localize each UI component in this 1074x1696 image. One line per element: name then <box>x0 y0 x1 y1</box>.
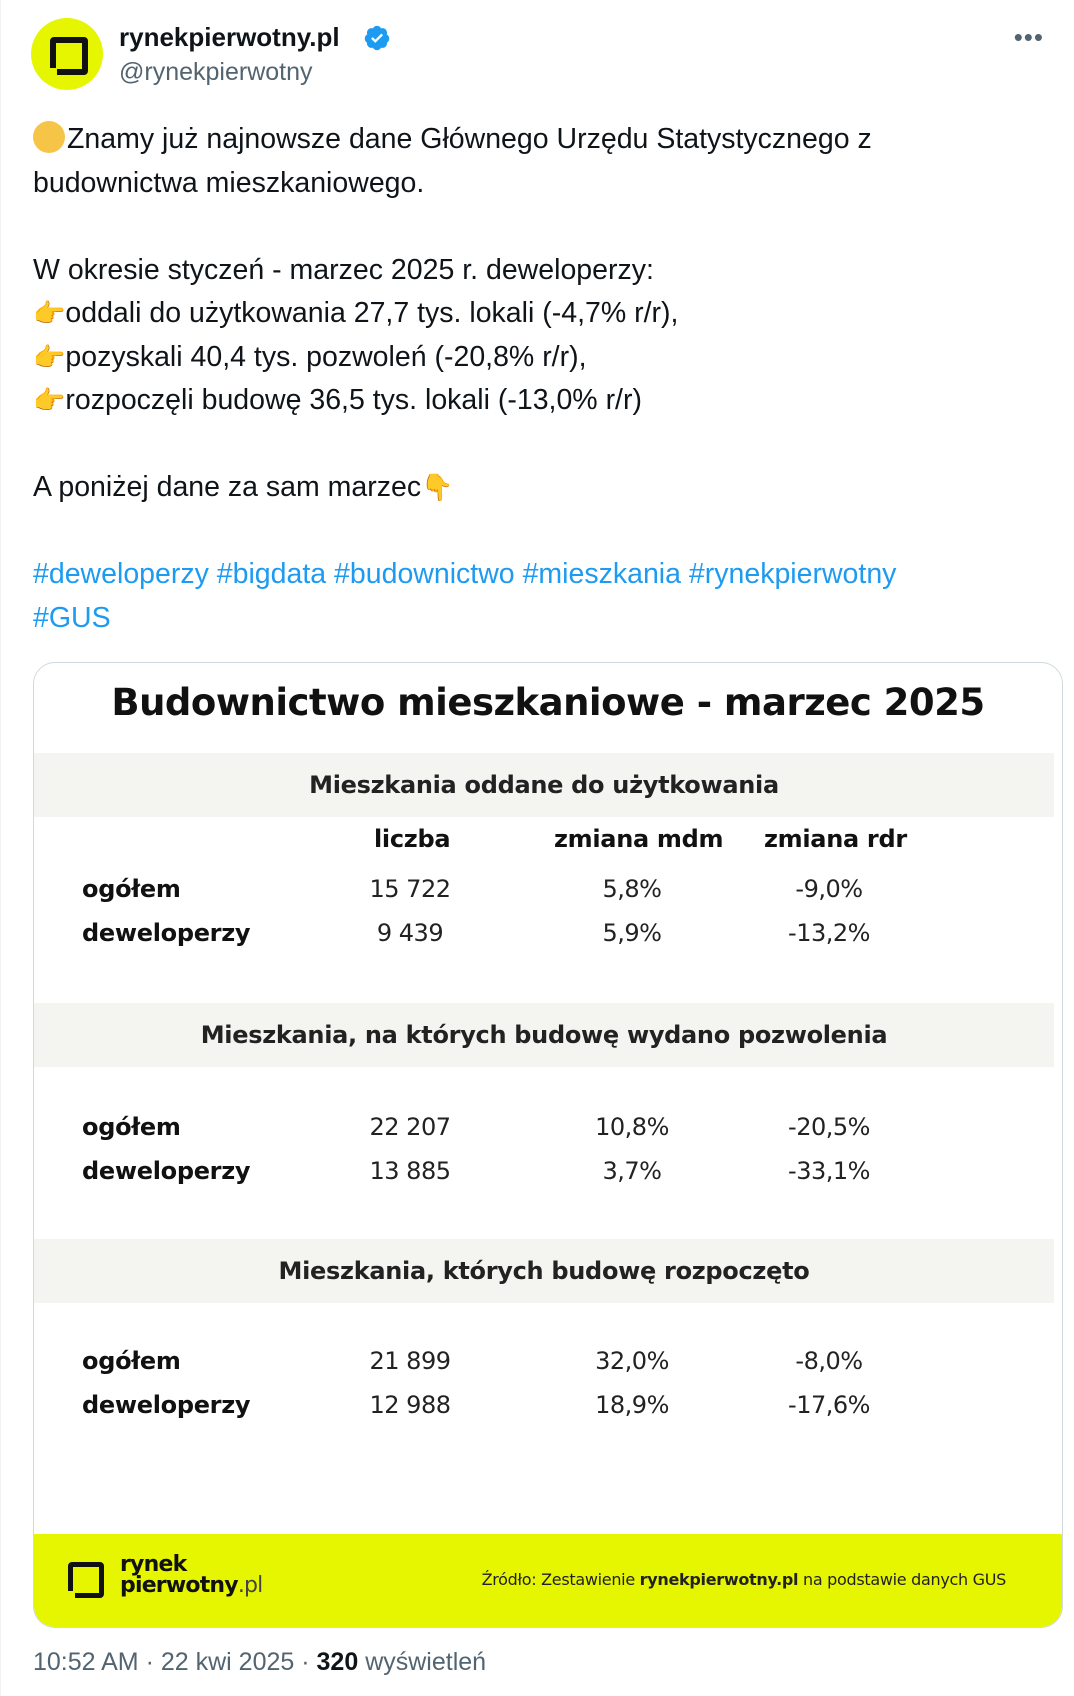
verified-badge-icon[interactable] <box>363 24 391 52</box>
footer-brand-line1: rynek <box>120 1552 187 1577</box>
source-suffix: na podstawie danych GUS <box>798 1570 1006 1589</box>
infographic-footer <box>34 1534 1062 1627</box>
views-label: wyświetleń <box>365 1648 487 1676</box>
column-header-liczba: liczba <box>374 825 451 853</box>
infographic-title: Budownictwo mieszkaniowe - marzec 2025 <box>111 681 985 724</box>
tweet-date[interactable]: 22 kwi 2025 <box>160 1648 295 1676</box>
tweet-meta: 10:52 AM · 22 kwi 2025 · 320 wyświetleń <box>33 1648 487 1676</box>
tweet-line: Znamy już najnowsze dane Głównego Urzędu Statystycznego z <box>67 123 872 155</box>
tweet-bullet: oddali do użytkowania 27,7 tys. lokali (-4,7% r/r), <box>65 297 679 329</box>
account-handle[interactable]: @rynekpierwotny <box>119 58 313 86</box>
row-label: deweloperzy <box>82 1157 251 1185</box>
cell-rdr: -20,5% <box>788 1113 870 1141</box>
tweet-line: budownictwa mieszkaniowego. <box>33 166 425 199</box>
display-name[interactable]: rynekpierwotny.pl <box>119 22 340 52</box>
tweet-text <box>33 118 1043 640</box>
cell-mdm: 3,7% <box>602 1157 662 1185</box>
cell-liczba: 13 885 <box>369 1157 451 1185</box>
tweet-line: A poniżej dane za sam marzec <box>33 471 422 503</box>
footer-source <box>482 1570 1006 1589</box>
cell-mdm: 18,9% <box>595 1391 669 1419</box>
footer-brand <box>120 1554 263 1596</box>
source-prefix: Źródło: Zestawienie <box>481 1570 640 1589</box>
brand-logo-icon <box>50 37 88 75</box>
cell-liczba: 9 439 <box>376 919 444 947</box>
tweet-time[interactable]: 10:52 AM <box>33 1648 139 1676</box>
tweet-bullet: rozpoczęli budowę 36,5 tys. lokali (-13,0% r/r) <box>65 384 642 416</box>
footer-brand-line2: pierwotny <box>120 1573 238 1598</box>
cell-rdr: -8,0% <box>795 1347 863 1375</box>
hashtags[interactable]: #deweloperzy #bigdata #budownictwo #mieszkania #rynekpierwotny <box>33 558 897 590</box>
row-label: ogółem <box>82 875 181 903</box>
row-label: deweloperzy <box>82 919 251 947</box>
brand-logo-icon <box>68 1562 104 1598</box>
hashtag-gus[interactable]: #GUS <box>33 601 111 634</box>
section-heading: Mieszkania, na których budowę wydano pozwolenia <box>34 1003 1054 1067</box>
cell-liczba: 12 988 <box>369 1391 451 1419</box>
yellow-circle-icon <box>33 121 65 153</box>
avatar[interactable] <box>31 18 103 90</box>
pointing-down-icon: 👇 <box>421 472 454 502</box>
cell-mdm: 5,8% <box>602 875 662 903</box>
column-header-mdm: zmiana mdm <box>554 825 724 853</box>
cell-rdr: -13,2% <box>788 919 870 947</box>
more-options-icon[interactable]: ••• <box>1013 22 1044 52</box>
views-count: 320 <box>316 1648 359 1676</box>
cell-liczba: 22 207 <box>369 1113 451 1141</box>
tweet-bullet: pozyskali 40,4 tys. pozwoleń (-20,8% r/r), <box>65 340 587 373</box>
infographic-image[interactable] <box>33 662 1063 1628</box>
section-heading: Mieszkania, których budowę rozpoczęto <box>34 1239 1054 1303</box>
cell-mdm: 5,9% <box>602 919 662 947</box>
source-brand: rynekpierwotny.pl <box>639 1570 799 1589</box>
pointing-right-icon: 👉 <box>33 341 66 372</box>
cell-rdr: -33,1% <box>788 1157 870 1185</box>
cell-liczba: 21 899 <box>369 1347 451 1375</box>
cell-rdr: -9,0% <box>795 875 863 903</box>
row-label: ogółem <box>82 1113 181 1141</box>
pointing-right-icon: 👉 <box>33 298 66 328</box>
section-heading: Mieszkania oddane do użytkowania <box>34 753 1054 817</box>
row-label: deweloperzy <box>82 1391 251 1419</box>
pointing-right-icon: 👉 <box>33 385 66 415</box>
row-label: ogółem <box>82 1347 181 1375</box>
cell-mdm: 10,8% <box>595 1113 669 1141</box>
cell-mdm: 32,0% <box>595 1347 669 1375</box>
cell-liczba: 15 722 <box>369 875 451 903</box>
footer-brand-suffix: .pl <box>237 1573 263 1598</box>
cell-rdr: -17,6% <box>788 1391 870 1419</box>
column-header-rdr: zmiana rdr <box>764 825 907 853</box>
tweet-line: W okresie styczeń - marzec 2025 r. deweloperzy: <box>33 253 654 286</box>
